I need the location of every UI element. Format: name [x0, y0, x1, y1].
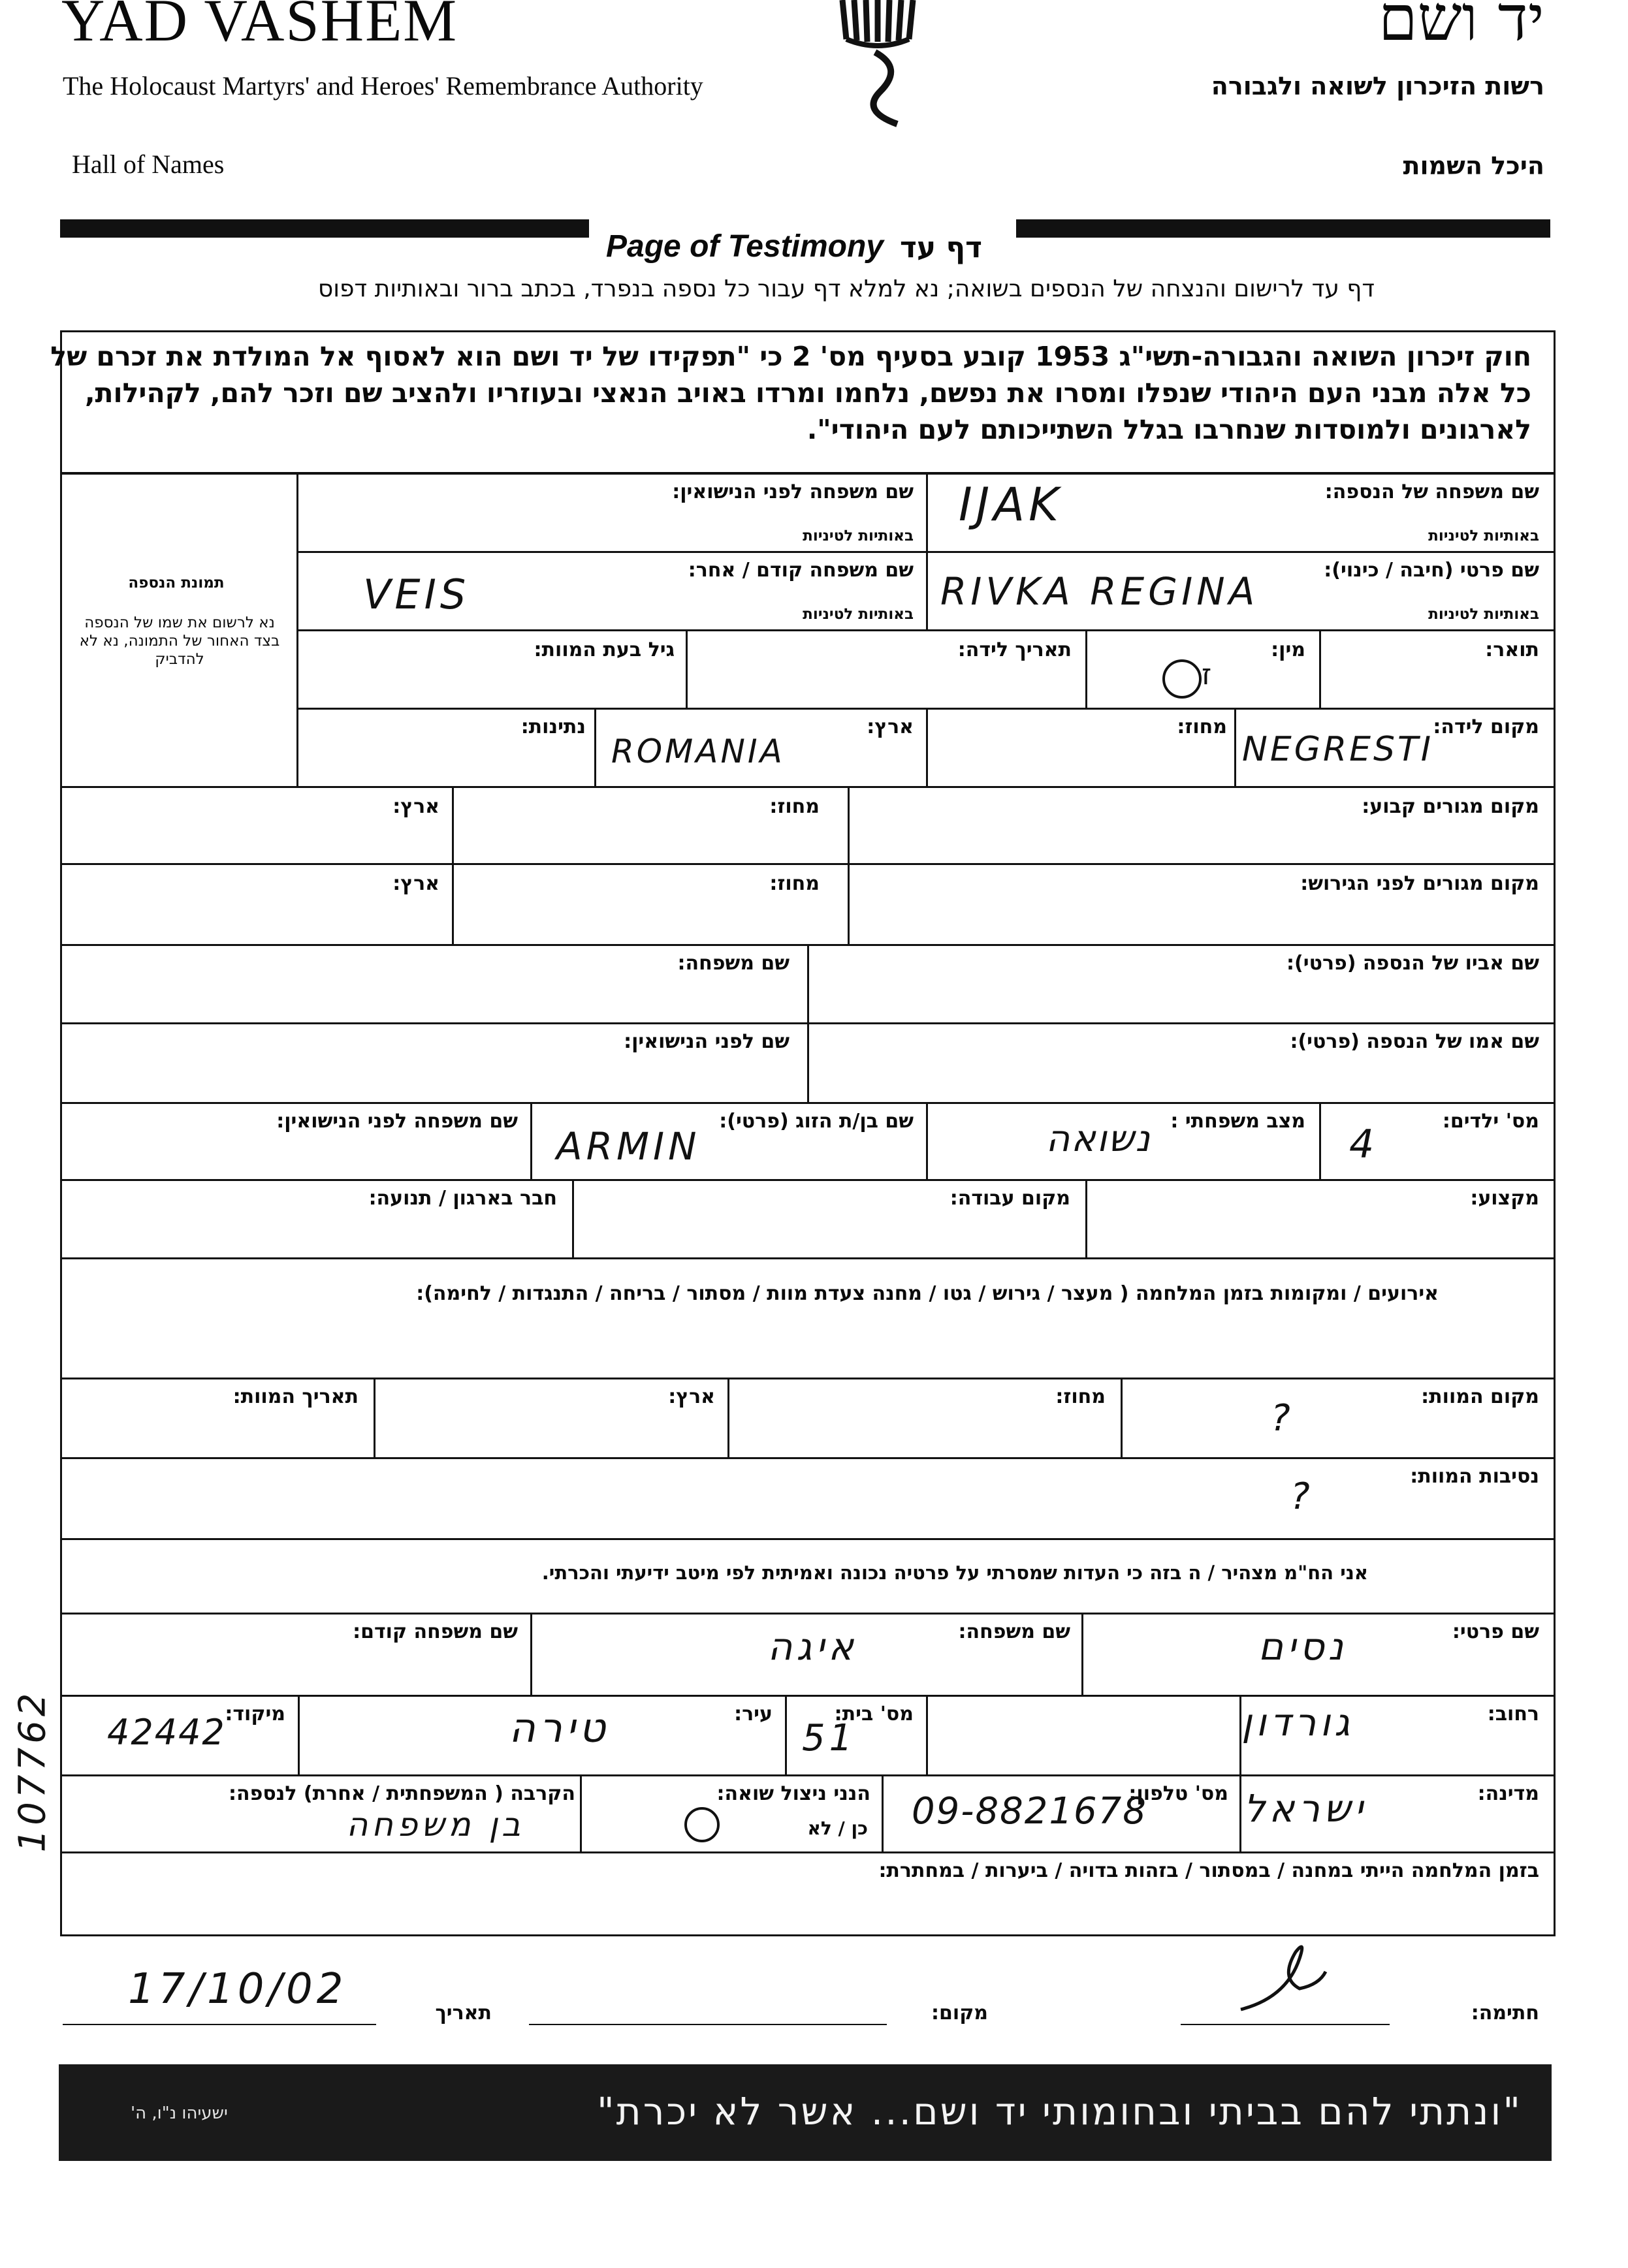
pre-deport-district-label: מחוז:: [769, 872, 820, 895]
signature-line: [1181, 2024, 1390, 2025]
place-label: מקום:: [931, 2002, 988, 2024]
hall-of-names-he: היכל השמות: [1403, 151, 1544, 180]
witness-prev-label: שם משפחה קודם:: [353, 1620, 518, 1643]
survivor-circle-mark: [684, 1807, 720, 1842]
birth-country-value[interactable]: ROMANIA: [611, 732, 785, 770]
street-label: רחוב:: [1487, 1703, 1539, 1725]
prev-family-label: שם משפחה קודם / אחר:: [688, 559, 914, 582]
member-label: חבר בארגון / תנועה:: [368, 1187, 557, 1210]
date-value[interactable]: 17/10/02: [128, 1965, 347, 2013]
phone-label: מס' טלפון:: [1128, 1782, 1228, 1805]
victim-family-label: שם משפחה של הנספה:: [1324, 480, 1539, 503]
survivor-label: הנני ניצול שואה:: [716, 1782, 870, 1805]
perm-district-label: מחוז:: [769, 795, 820, 818]
victim-family-value[interactable]: IJAK: [959, 478, 1063, 531]
death-country-label: ארץ:: [668, 1385, 715, 1408]
law-line-3: לארגונים ולמוסדות שנחרבו בגלל השתייכותם לעם היהודי".: [806, 414, 1531, 445]
age-at-death-label: גיל בעת המוות:: [534, 638, 675, 661]
witness-first-label: שם פרטי:: [1452, 1620, 1539, 1643]
maiden-name-label: שם משפחה לפני הנישואין:: [672, 480, 914, 503]
photo-note: נא לרשום את שמו של הנספה בצד האחור של התמונה, נא לא להדביק: [79, 614, 280, 668]
title-bar-right: [1016, 219, 1550, 238]
mother-maiden-label: שם לפני הנישואין:: [624, 1030, 790, 1053]
menorah-logo-icon: [835, 0, 919, 131]
prev-family-latin-note: באותיות לטיניות: [803, 606, 914, 623]
children-value[interactable]: 4: [1349, 1122, 1379, 1167]
pre-deport-country-label: ארץ:: [392, 872, 439, 895]
phone-value[interactable]: 09-8821678: [912, 1790, 1147, 1833]
authority-name-en: The Holocaust Martyrs' and Heroes' Remembrance Authority: [63, 71, 703, 101]
state-value[interactable]: ישראל: [1243, 1786, 1367, 1831]
state-label: מדינה:: [1477, 1782, 1539, 1805]
marital-value[interactable]: נשואה: [1045, 1118, 1151, 1160]
death-district-label: מחוז:: [1055, 1385, 1106, 1408]
witness-family-label: שם משפחה:: [958, 1620, 1070, 1643]
city-value[interactable]: טירה: [509, 1704, 609, 1752]
house-value[interactable]: 51: [802, 1717, 857, 1759]
pre-deport-label: מקום מגורים לפני הגירוש:: [1300, 872, 1539, 895]
first-name-value[interactable]: RIVKA REGINA: [940, 569, 1259, 614]
signature-mark: [1228, 1932, 1332, 2024]
mother-name-label: שם אמו של הנספה (פרטי):: [1290, 1030, 1539, 1053]
page-title-he: דף עד: [900, 231, 983, 264]
perm-country-label: ארץ:: [392, 795, 439, 818]
instructions: דף עד לרישום והנצחה של הנספים בשואה; נא למלא דף עבור כל נספה בנפרד, בכתב ברור ובאותיות דפוס: [317, 276, 1375, 302]
zip-value[interactable]: 42442: [107, 1712, 226, 1753]
gender-value[interactable]: ז: [1202, 658, 1216, 691]
birth-place-label: מקום לידה:: [1433, 716, 1539, 738]
first-name-label: שם פרטי (חיבה / כינוי):: [1324, 559, 1539, 582]
witness-first-value[interactable]: נסים: [1258, 1624, 1347, 1669]
page-title-en: Page of Testimony: [606, 229, 884, 264]
city-label: עיר:: [734, 1703, 773, 1725]
profession-label: מקצוע:: [1470, 1187, 1539, 1210]
father-family-label: שם משפחה:: [677, 952, 790, 975]
first-name-latin-note: באותיות לטיניות: [1428, 606, 1539, 623]
authority-name-he: רשות הזיכרון לשואה ולגבורה: [1211, 72, 1544, 101]
birth-place-value[interactable]: NEGRESTI: [1242, 730, 1434, 769]
declaration-text: אני הח"מ מצהיר / ה בזה כי העדות שמסרתי על פרטיה נכונה ואמיתית לפי מיטב ידיעתי והכרתי.: [541, 1562, 1368, 1584]
relation-value[interactable]: בן משפחה: [346, 1806, 524, 1844]
wartime-label: בזמן המלחמה הייתי במחנה / במסתור / בזהות בדויה / ביערות / במחתרת:: [878, 1859, 1539, 1882]
death-circumstances-label: נסיבות המוות:: [1410, 1465, 1539, 1488]
children-label: מס' ילדים:: [1442, 1110, 1539, 1133]
victim-family-latin-note: באותיות לטיניות: [1428, 528, 1539, 544]
prev-family-value[interactable]: VEIS: [363, 571, 470, 618]
birth-country-label: ארץ:: [867, 716, 914, 738]
date-label: תאריך: [435, 2002, 492, 2024]
birth-district-label: מחוז:: [1177, 716, 1227, 738]
relation-label: הקרבה ( המשפחתית / אחרת) לנספה:: [229, 1782, 575, 1805]
house-label: מס' בית:: [834, 1703, 914, 1725]
signature-label: חתימה:: [1471, 2002, 1539, 2024]
footer-quote: "ונתתי להם בביתי ובחומותי יד ושם... אשר לא יכרת": [596, 2089, 1522, 2134]
maiden-latin-note: באותיות לטיניות: [803, 528, 914, 544]
law-line-1: חוק זיכרון השואה והגבורה-תשי"ג 1953 קובע בסעיף מס' 2 כי "תפקידו של יד ושם הוא לאסוף אל המולדת את זכרם של: [50, 341, 1531, 372]
gender-label: מין:: [1271, 638, 1305, 661]
death-circumstances-value[interactable]: ?: [1290, 1475, 1314, 1518]
street-value[interactable]: גורדון: [1241, 1700, 1354, 1744]
death-place-label: מקום המוות:: [1421, 1385, 1539, 1408]
date-line: [63, 2024, 376, 2025]
title-bar-left: [60, 219, 589, 238]
org-name-he: יד ושם: [1378, 0, 1544, 55]
workplace-label: מקום עבודה:: [950, 1187, 1070, 1210]
footer-citation: ישעיהו נ"ו, ה': [131, 2103, 228, 2123]
side-number: 107762: [11, 1689, 54, 1853]
father-name-label: שם אביו של הנספה (פרטי):: [1286, 952, 1539, 975]
death-place-value[interactable]: ?: [1271, 1397, 1294, 1440]
survivor-options[interactable]: כן / לא: [807, 1818, 868, 1839]
org-name-en: YAD VASHEM: [61, 0, 458, 54]
death-date-label: תאריך המוות:: [232, 1385, 359, 1408]
title-label: תואר:: [1485, 638, 1539, 661]
birth-date-label: תאריך לידה:: [957, 638, 1072, 661]
spouse-label: שם בן/ת הזוג (פרטי):: [719, 1110, 914, 1133]
place-line: [529, 2024, 887, 2025]
gender-circle-mark: [1162, 659, 1202, 699]
events-label: אירועים / ומקומות בזמן המלחמה ( מעצר / גירוש / גטו / מחנה צעדת מוות / מסתור / בריחה / התנגדות / לחימה):: [416, 1282, 1439, 1305]
hall-of-names-en: Hall of Names: [72, 150, 225, 179]
nationality-label: נתינות:: [520, 716, 586, 738]
spouse-value[interactable]: ARMIN: [556, 1124, 701, 1169]
spouse-maiden-label: שם משפחה לפני הנישואין:: [276, 1110, 518, 1133]
perm-residence-label: מקום מגורים קבוע:: [1362, 795, 1539, 818]
law-line-2: כל אלה מבני העם היהודי שנפלו ומסרו את נפשם, נלחמו ומרדו באויב הנאצי ובעוזריו ולהציב שם וזכר להם, לקהילות,: [84, 377, 1531, 409]
photo-title: תמונת הנספה: [128, 575, 225, 591]
witness-family-value[interactable]: איגה: [767, 1624, 857, 1669]
zip-label: מיקוד:: [225, 1703, 285, 1725]
marital-label: מצב משפחתי :: [1170, 1110, 1305, 1133]
